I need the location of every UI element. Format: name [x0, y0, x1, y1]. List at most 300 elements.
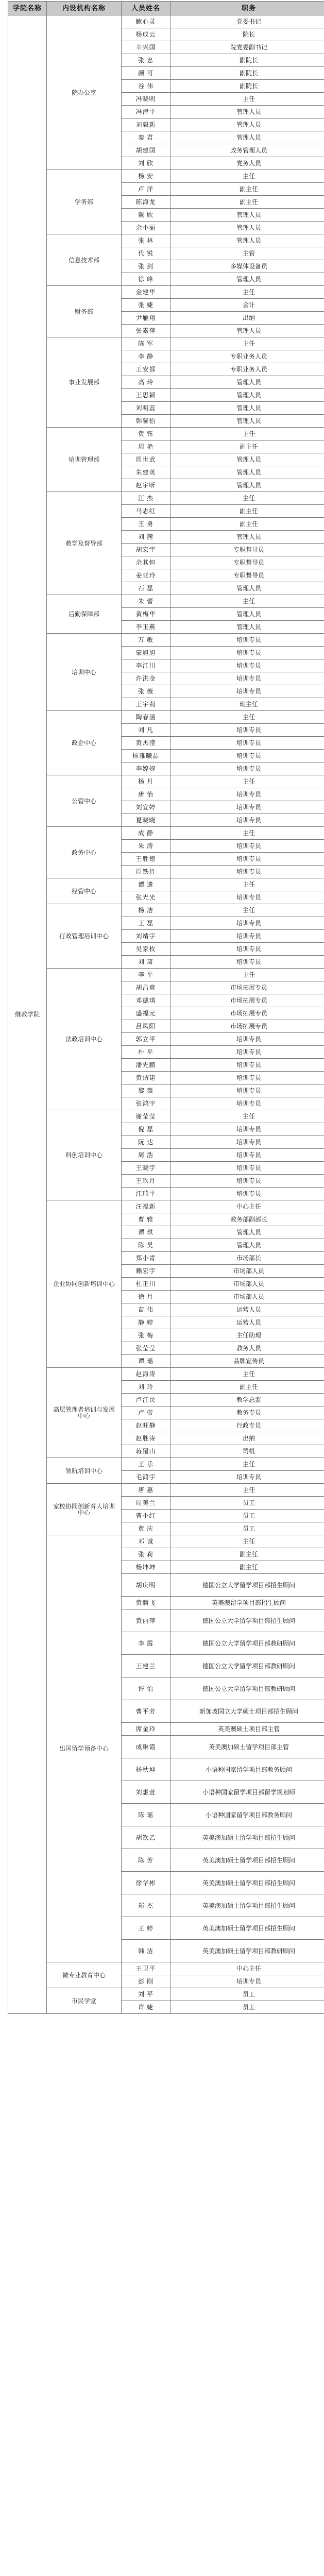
position-title: 管理人员 [170, 1226, 324, 1239]
person-name: 金建华 [122, 286, 170, 299]
person-name: 许洪金 [122, 672, 170, 685]
person-name: 杜正川 [122, 1278, 170, 1291]
position-title: 主任 [170, 170, 324, 183]
position-title: 培训专员 [170, 1072, 324, 1084]
department-cell [47, 595, 122, 634]
position-title: 运营人员 [170, 1316, 324, 1329]
person-name: 唐 怡 [122, 788, 170, 801]
person-name: 鲍心灵 [122, 15, 170, 28]
position-title: 管理人员 [170, 453, 324, 466]
person-name: 周美兰 [122, 1497, 170, 1510]
person-name: 王 磊 [122, 917, 170, 930]
person-name: 代 锐 [122, 247, 170, 260]
position-title: 英美澳加硕士留学项目部招生顾问 [170, 1917, 324, 1940]
department-name: 院办公室 [71, 89, 96, 96]
person-name: 曹平芳 [122, 1700, 170, 1723]
person-name: 王 勇 [122, 518, 170, 531]
position-title: 培训专员 [170, 853, 324, 866]
person-name: 胡宏宇 [122, 544, 170, 556]
position-title: 培训专员 [170, 1033, 324, 1046]
person-name: 胡钦乙 [122, 1826, 170, 1849]
school-cell: 继教学院 [8, 15, 47, 2014]
person-name: 谭 瑶 [122, 1355, 170, 1368]
person-name: 赵海涛 [122, 1368, 170, 1381]
person-name: 黎 薇 [122, 1084, 170, 1097]
position-title: 主任 [170, 337, 324, 350]
person-name: 许 怡 [122, 1677, 170, 1700]
position-title: 管理人员 [170, 1239, 324, 1252]
person-name: 黄 庆 [122, 1522, 170, 1535]
person-name: 张 梅 [122, 1329, 170, 1342]
position-title: 德国公立大学留学项目部招生顾问 [170, 1609, 324, 1632]
table-row [8, 1458, 324, 1471]
table-row [8, 286, 324, 299]
position-title: 员工 [170, 1497, 324, 1510]
table-row [8, 15, 324, 28]
position-title: 主任 [170, 711, 324, 724]
person-name: 赵旺静 [122, 1419, 170, 1432]
person-name: 刘靖宇 [122, 930, 170, 943]
person-name: 王思颖 [122, 389, 170, 402]
position-title: 德国公立大学留学项目部招生顾问 [170, 1574, 324, 1597]
position-title: 德国公立大学留学项目部教研顾问 [170, 1677, 324, 1700]
position-title: 管理人员 [170, 376, 324, 389]
position-title: 主任助理 [170, 1329, 324, 1342]
position-title: 主任 [170, 1110, 324, 1123]
person-name: 刘 玲 [122, 1381, 170, 1394]
position-title: 品牌宣传员 [170, 1355, 324, 1368]
person-name: 王卫平 [122, 1962, 170, 1975]
position-title: 副院长 [170, 54, 324, 67]
person-name: 张鸿宇 [122, 1097, 170, 1110]
person-name: 杨雅曦晶 [122, 750, 170, 762]
department-name: 科创培训中心 [65, 1151, 103, 1159]
table-row [8, 1110, 324, 1123]
person-name: 周 艳 [122, 440, 170, 453]
person-name: 邓德琪 [122, 994, 170, 1007]
person-name: 韩 洁 [122, 1940, 170, 1962]
position-title: 英美澳加硕士留学项目部招生顾问 [170, 1849, 324, 1872]
position-title: 市场拓展专员 [170, 1020, 324, 1033]
person-name: 黄梅华 [122, 608, 170, 621]
position-title: 市场部人员 [170, 1278, 324, 1291]
position-title: 副主任 [170, 518, 324, 531]
position-title: 中心主任 [170, 1200, 324, 1213]
position-title: 管理人员 [170, 131, 324, 144]
person-name: 张 忠 [122, 54, 170, 67]
position-title: 培训专员 [170, 1084, 324, 1097]
person-name: 江瑞平 [122, 1188, 170, 1200]
position-title: 副主任 [170, 440, 324, 453]
position-title: 培训专员 [170, 956, 324, 969]
department-cell [47, 1200, 122, 1368]
position-title: 英美澳加硕士留学项目部招生顾问 [170, 1872, 324, 1894]
position-title: 德国公立大学留学项目部教研顾问 [170, 1632, 324, 1655]
position-title: 员工 [170, 1522, 324, 1535]
person-name: 谢莹莹 [122, 1110, 170, 1123]
department-cell [47, 286, 122, 337]
table-row [8, 1988, 324, 2001]
position-title: 专职业务人员 [170, 363, 324, 376]
person-name: 王 婷 [122, 1917, 170, 1940]
position-title: 培训专员 [170, 1162, 324, 1175]
position-title: 党务人员 [170, 157, 324, 170]
person-name: 杨 月 [122, 775, 170, 788]
person-name: 赵胜涛 [122, 1432, 170, 1445]
person-name: 朱 蕾 [122, 595, 170, 608]
department-cell [47, 337, 122, 428]
position-title: 培训专员 [170, 1123, 324, 1136]
position-title: 主任 [170, 595, 324, 608]
person-name: 张 莉 [122, 1548, 170, 1561]
position-title: 员工 [170, 1988, 324, 2001]
person-name: 陈 军 [122, 337, 170, 350]
person-name: 夏晓晓 [122, 814, 170, 827]
person-name: 陈 芳 [122, 1849, 170, 1872]
department-cell [47, 1458, 122, 1484]
person-name: 徐 峰 [122, 273, 170, 286]
person-name: 朱 涛 [122, 840, 170, 853]
person-name: 颜 可 [122, 67, 170, 80]
position-title: 管理人员 [170, 466, 324, 479]
person-name: 韩馨怡 [122, 415, 170, 428]
person-name: 郭立平 [122, 1033, 170, 1046]
position-title: 副主任 [170, 1548, 324, 1561]
department-name: 法政培训中心 [65, 1036, 103, 1043]
person-name: 张 薇 [122, 685, 170, 698]
position-title: 出纳 [170, 312, 324, 325]
person-name: 席金玲 [122, 1723, 170, 1736]
department-name: 市民学堂 [71, 1997, 96, 2005]
person-name: 石 磊 [122, 582, 170, 595]
position-title: 培训专员 [170, 930, 324, 943]
table-row [8, 1535, 324, 1548]
staff-table [8, 1, 324, 2014]
person-name: 余其恒 [122, 556, 170, 569]
person-name: 刘 平 [122, 1988, 170, 2001]
table-row [8, 1484, 324, 1497]
position-title: 专职督导员 [170, 556, 324, 569]
position-title: 市场部长 [170, 1252, 324, 1265]
person-name: 胡庆明 [122, 1574, 170, 1597]
department-name: 政企中心 [71, 739, 96, 747]
position-title: 培训专员 [170, 672, 324, 685]
position-title: 党委书记 [170, 15, 324, 28]
person-name: 刘 茜 [122, 531, 170, 544]
position-title: 主任 [170, 1484, 324, 1497]
person-name: 张 婕 [122, 299, 170, 312]
table-row [8, 711, 324, 724]
position-title: 培训专员 [170, 1097, 324, 1110]
person-name: 吕凤阳 [122, 1020, 170, 1033]
position-title: 会计 [170, 299, 324, 312]
table-row [8, 969, 324, 981]
position-title: 司机 [170, 1445, 324, 1458]
person-name: 张素萍 [122, 325, 170, 337]
position-title: 培训专员 [170, 1136, 324, 1149]
position-title: 主任 [170, 969, 324, 981]
table-row [8, 428, 324, 440]
person-name: 谭 琪 [122, 1226, 170, 1239]
person-name: 辛兴国 [122, 41, 170, 54]
person-name: 江 杰 [122, 492, 170, 505]
person-name: 倪 磊 [122, 1123, 170, 1136]
person-name: 胡建国 [122, 144, 170, 157]
person-name: 黄麟飞 [122, 1597, 170, 1609]
table-row [8, 492, 324, 505]
department-name: 经管中心 [71, 887, 96, 895]
position-title: 市场部人员 [170, 1291, 324, 1303]
person-name: 王胜德 [122, 853, 170, 866]
person-name: 曹小红 [122, 1510, 170, 1522]
person-name: 秦 君 [122, 131, 170, 144]
department-name: 行政管理培训中心 [59, 933, 109, 940]
position-title: 主任 [170, 93, 324, 106]
department-name: 信息技术部 [68, 256, 99, 264]
position-title: 管理人员 [170, 209, 324, 222]
person-name: 马志红 [122, 505, 170, 518]
person-name: 刘 凡 [122, 724, 170, 737]
table-row [8, 337, 324, 350]
person-name: 郑小青 [122, 1252, 170, 1265]
position-title: 副院长 [170, 67, 324, 80]
department-cell [47, 428, 122, 492]
position-title: 小语种国家留学项目部教务顾问 [170, 1758, 324, 1781]
position-title: 英美澳加硕士留学项目部招生顾问 [170, 1894, 324, 1917]
position-title: 市场拓展专员 [170, 981, 324, 994]
position-title: 培训专员 [170, 1188, 324, 1200]
department-name: 后勤保障部 [68, 611, 99, 618]
table-row [8, 878, 324, 891]
department-cell [47, 1988, 122, 2014]
position-title: 副主任 [170, 1561, 324, 1574]
person-name: 胡昌意 [122, 981, 170, 994]
person-name: 卢江民 [122, 1394, 170, 1406]
person-name: 李 霞 [122, 1632, 170, 1655]
person-name: 静 婷 [122, 1316, 170, 1329]
department-name: 领航培训中心 [65, 1467, 103, 1475]
person-name: 冯晓明 [122, 93, 170, 106]
position-title: 培训专员 [170, 659, 324, 672]
department-name: 公管中心 [71, 797, 96, 805]
person-name: 陶春涵 [122, 711, 170, 724]
person-name: 周铁竹 [122, 866, 170, 878]
person-name: 毛鸿宇 [122, 1471, 170, 1484]
person-name: 陈 瑶 [122, 1804, 170, 1826]
department-name: 微专业教育中心 [62, 1971, 106, 1979]
position-title: 培训专员 [170, 1046, 324, 1059]
person-name: 王晓宇 [122, 1162, 170, 1175]
person-name: 高 玲 [122, 376, 170, 389]
person-name: 杨坤坤 [122, 1561, 170, 1574]
position-title: 小语种国家留学项目部留学规划师 [170, 1781, 324, 1804]
department-cell [47, 1484, 122, 1535]
position-title: 英美澳留学项目部招生顾问 [170, 1597, 324, 1609]
position-title: 英美澳加硕士留学项目部教研顾问 [170, 1940, 324, 1962]
person-name: 郑 杰 [122, 1894, 170, 1917]
person-name: 李 静 [122, 350, 170, 363]
department-name: 家校协同创新育人培训中心 [53, 1502, 115, 1516]
department-name: 财务部 [74, 308, 93, 315]
position-title: 专职督导员 [170, 544, 324, 556]
position-title: 管理人员 [170, 118, 324, 131]
position-title: 副院长 [170, 80, 324, 93]
position-title: 专职业务人员 [170, 350, 324, 363]
department-cell [47, 827, 122, 878]
table-row [8, 234, 324, 247]
position-title: 管理人员 [170, 402, 324, 415]
person-name: 戴 欣 [122, 209, 170, 222]
position-title: 主任 [170, 1368, 324, 1381]
person-name: 邓 诚 [122, 1535, 170, 1548]
position-title: 主任 [170, 428, 324, 440]
person-name: 黄 钰 [122, 428, 170, 440]
person-name: 姜亚玲 [122, 569, 170, 582]
person-name: 杨成云 [122, 28, 170, 41]
position-title: 班主任 [170, 698, 324, 711]
person-name: 徐华彬 [122, 1872, 170, 1894]
position-title: 行政专员 [170, 1419, 324, 1432]
person-name: 张光光 [122, 891, 170, 904]
person-name: 谭 遗 [122, 878, 170, 891]
position-title: 主任 [170, 492, 324, 505]
person-name: 盛福元 [122, 1007, 170, 1020]
department-cell [47, 15, 122, 170]
position-title: 中心主任 [170, 1962, 324, 1975]
position-title: 德国公立大学留学项目部教研顾问 [170, 1655, 324, 1677]
person-name: 吴家枚 [122, 943, 170, 956]
person-name: 成琳霞 [122, 1736, 170, 1758]
position-title: 教务专员 [170, 1406, 324, 1419]
table-row [8, 827, 324, 840]
person-name: 杨 安 [122, 170, 170, 183]
position-title: 管理人员 [170, 479, 324, 492]
person-name: 冯津平 [122, 106, 170, 118]
position-title: 管理人员 [170, 325, 324, 337]
department-name: 政务中心 [71, 849, 96, 856]
position-title: 教学总监 [170, 1394, 324, 1406]
position-title: 培训专员 [170, 1471, 324, 1484]
table-row [8, 904, 324, 917]
position-title: 员工 [170, 2001, 324, 2014]
position-title: 培训专员 [170, 724, 324, 737]
position-title: 英美澳硕士项目部主管 [170, 1723, 324, 1736]
person-name: 刘明蕊 [122, 402, 170, 415]
person-name: 朱建英 [122, 466, 170, 479]
person-name: 余小丽 [122, 222, 170, 234]
position-title: 培训专员 [170, 750, 324, 762]
department-cell [47, 1368, 122, 1458]
position-title: 多媒体设备员 [170, 260, 324, 273]
person-name: 王 乐 [122, 1458, 170, 1471]
person-name: 曹 雅 [122, 1213, 170, 1226]
person-name: 刘 欣 [122, 157, 170, 170]
person-name: 刘 琦 [122, 956, 170, 969]
position-title: 主任 [170, 1535, 324, 1548]
department-cell [47, 1962, 122, 1988]
department-name: 培训中心 [71, 668, 96, 676]
table-header-row [8, 2, 324, 15]
header-department: 内设机构名称 [47, 2, 122, 15]
department-cell [47, 634, 122, 711]
position-title: 运营人员 [170, 1303, 324, 1316]
table-row [8, 775, 324, 788]
person-name: 陈 昊 [122, 1239, 170, 1252]
person-name: 王安都 [122, 363, 170, 376]
person-name: 王宇莉 [122, 698, 170, 711]
position-title: 政务管理人员 [170, 144, 324, 157]
table-row [8, 595, 324, 608]
person-name: 蒋覆山 [122, 1445, 170, 1458]
position-title: 培训专员 [170, 866, 324, 878]
position-title: 市场拓展专员 [170, 994, 324, 1007]
position-title: 主管 [170, 247, 324, 260]
table-row [8, 634, 324, 647]
department-cell [47, 904, 122, 969]
position-title: 英美澳加硕士留学项目部主管 [170, 1736, 324, 1758]
position-title: 管理人员 [170, 608, 324, 621]
person-name: 杨 洁 [122, 904, 170, 917]
person-name: 陈海龙 [122, 196, 170, 209]
position-title: 管理人员 [170, 273, 324, 286]
position-title: 主任 [170, 878, 324, 891]
department-name: 教学及督导部 [65, 539, 103, 547]
position-title: 培训专员 [170, 685, 324, 698]
position-title: 英美澳加硕士留学项目部招生顾问 [170, 1826, 324, 1849]
position-title: 培训专员 [170, 891, 324, 904]
position-title: 培训专员 [170, 1175, 324, 1188]
department-cell [47, 170, 122, 234]
person-name: 王建兰 [122, 1655, 170, 1677]
person-name: 刘惠萱 [122, 1781, 170, 1804]
position-title: 管理人员 [170, 389, 324, 402]
person-name: 李江川 [122, 659, 170, 672]
position-title: 教务部副部长 [170, 1213, 324, 1226]
position-title: 主任 [170, 827, 324, 840]
position-title: 培训专员 [170, 737, 324, 750]
person-name: 赵宇昕 [122, 479, 170, 492]
position-title: 院党委副书记 [170, 41, 324, 54]
position-title: 小语种国家留学项目部教务顾问 [170, 1804, 324, 1826]
person-name: 谷 伟 [122, 80, 170, 93]
person-name: 唐 惠 [122, 1484, 170, 1497]
position-title: 培训专员 [170, 788, 324, 801]
header-position: 职务 [170, 2, 324, 15]
department-cell [47, 775, 122, 827]
position-title: 管理人员 [170, 415, 324, 428]
position-title: 主任 [170, 286, 324, 299]
person-name: 阮 达 [122, 1136, 170, 1149]
person-name: 朴 平 [122, 1046, 170, 1059]
position-title: 副主任 [170, 1381, 324, 1394]
person-name: 张莹莹 [122, 1342, 170, 1355]
position-title: 员工 [170, 1510, 324, 1522]
person-name: 卢 洋 [122, 183, 170, 196]
position-title: 副主任 [170, 183, 324, 196]
position-title: 市场拓展专员 [170, 1007, 324, 1020]
person-name: 蒙旭旭 [122, 647, 170, 659]
header-name: 人员姓名 [122, 2, 170, 15]
position-title: 教务人员 [170, 1342, 324, 1355]
department-cell [47, 1535, 122, 1962]
position-title: 培训专员 [170, 801, 324, 814]
position-title: 副主任 [170, 196, 324, 209]
table-body [8, 15, 324, 2014]
department-name: 培训管理部 [68, 456, 99, 463]
person-name: 黄丽萍 [122, 1609, 170, 1632]
person-name: 李玉燕 [122, 621, 170, 634]
person-name: 徐 月 [122, 1291, 170, 1303]
